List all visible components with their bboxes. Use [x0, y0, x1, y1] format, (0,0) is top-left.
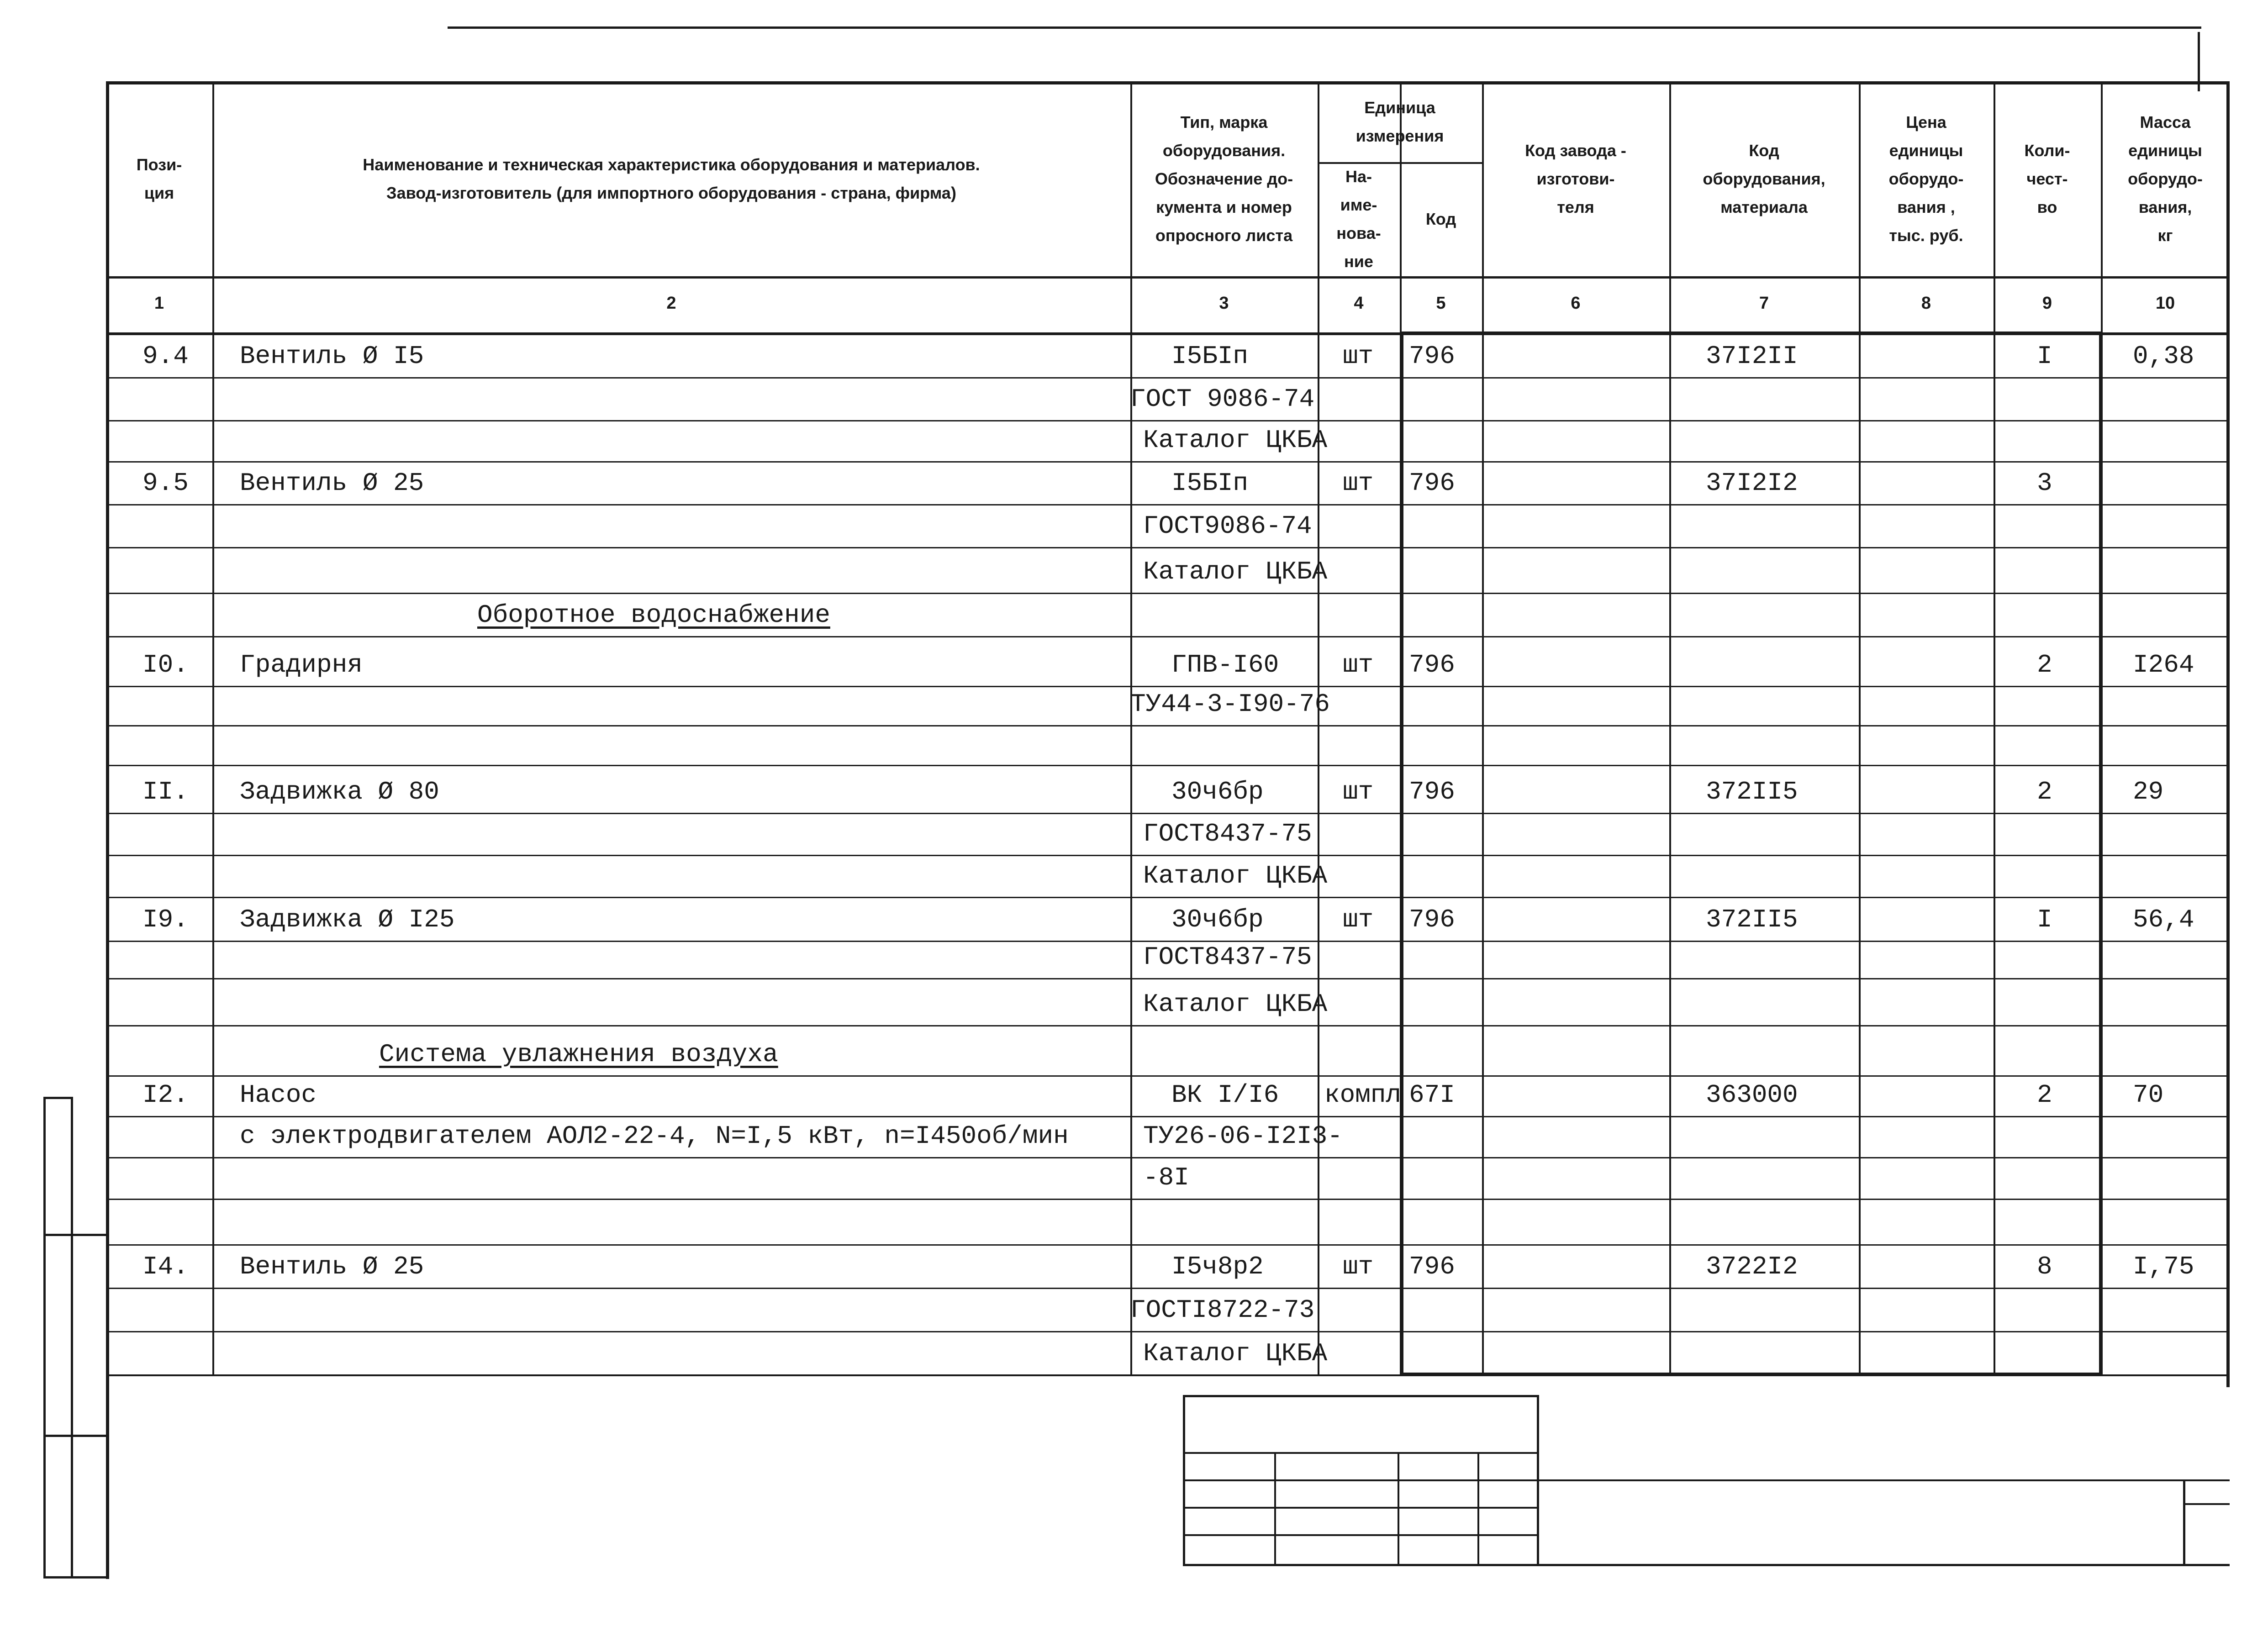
row-name: Насос [240, 1080, 317, 1110]
header-col-factory-code [1482, 81, 1669, 276]
header-unit-group-line: Единица [1364, 98, 1435, 117]
row-name: Задвижка Ø I25 [240, 905, 455, 934]
header-col-name-line: Наименование и техническая характеристика оборудования и материалов. [363, 155, 980, 174]
row-unit-code: 796 [1409, 468, 1455, 498]
row-type: -8I [1143, 1163, 1189, 1192]
header-col-quantity-line: чест- [2026, 169, 2068, 188]
header-col-factory-code-line: изготови- [1536, 169, 1615, 188]
row-mass: I,75 [2133, 1252, 2194, 1281]
row-rule [106, 1025, 2230, 1026]
row-type: ГОСТ 9086-74 [1130, 384, 1315, 414]
row-rule [106, 1288, 2230, 1289]
row-type: ГПВ-I60 [1171, 650, 1279, 679]
row-material-code: 363000 [1706, 1080, 1798, 1110]
row-type: Каталог ЦКБА [1143, 426, 1328, 455]
bold-box-left [1400, 332, 1403, 1374]
row-rule [106, 504, 2230, 505]
header-col-type [1130, 81, 1318, 276]
header-col-unit-name-line: нова- [1336, 224, 1381, 242]
row-rule [106, 855, 2230, 856]
header-col-mass-line: единицы [2128, 141, 2202, 160]
row-type: I5БIп [1171, 342, 1249, 371]
column-number: 8 [1921, 294, 1931, 313]
row-quantity: I [2037, 342, 2052, 371]
row-name: Задвижка Ø 80 [240, 777, 439, 806]
row-name: Градирня [240, 650, 363, 679]
header-col-unit-name [1318, 162, 1400, 276]
header-col-type-line: кумента и номер [1156, 197, 1292, 216]
row-rule [106, 636, 2230, 637]
row-rule [106, 377, 2230, 379]
header-col-material-code-line: Код [1749, 141, 1779, 160]
row-rule [106, 420, 2230, 421]
privyazan-block [1183, 1395, 1539, 1566]
header-col-price-line: тыс. руб. [1889, 226, 1963, 245]
header-col-type-line: оборудования. [1162, 141, 1286, 160]
header-col-mass-line: кг [2157, 226, 2173, 245]
row-name: с электродвигателем АОЛ2-22-4, N=I,5 кВт, n=I450об/мин [240, 1121, 1069, 1151]
row-type: I5ч8р2 [1171, 1252, 1264, 1281]
row-rule [106, 725, 2230, 726]
row-type: I5БIп [1171, 468, 1249, 498]
row-type: ГОСТ8437-75 [1143, 942, 1312, 972]
row-unit-name: компл [1324, 1080, 1402, 1110]
row-material-code: 37I2I2 [1706, 468, 1798, 498]
header-col-type-line: опросного листа [1155, 226, 1293, 245]
row-unit-code: 67I [1409, 1080, 1455, 1110]
row-material-code: 3722I2 [1706, 1252, 1798, 1281]
row-rule [106, 1157, 2230, 1158]
side-stamp [43, 1097, 105, 1579]
header-unit-group-line: измерения [1356, 126, 1444, 145]
row-unit-name: шт [1343, 777, 1374, 806]
row-unit-name: шт [1343, 650, 1374, 679]
row-rule [106, 978, 2230, 979]
row-rule [106, 813, 2230, 814]
header-col-name-line: Завод-изготовитель (для импортного оборудования - страна, фирма) [386, 183, 956, 202]
header-col-unit-code [1400, 162, 1482, 276]
header-col-price-line: вания , [1897, 197, 1955, 216]
header-col-unit-code-line: Код [1425, 210, 1456, 228]
header-col-quantity [1994, 81, 2101, 276]
row-type: ГОСТ8437-75 [1143, 819, 1312, 848]
row-type: ГОСТI8722-73 [1130, 1295, 1315, 1325]
row-position: 9.4 [142, 342, 189, 371]
row-type: Каталог ЦКБА [1143, 989, 1328, 1019]
row-mass: I264 [2133, 650, 2194, 679]
column-number: 1 [154, 294, 164, 313]
row-type: 30ч6бр [1171, 905, 1264, 934]
header-col-name [212, 81, 1130, 276]
row-rule [106, 1075, 2230, 1077]
row-type: ГОСТ9086-74 [1143, 511, 1312, 541]
row-unit-code: 796 [1409, 342, 1455, 371]
row-rule [106, 1244, 2230, 1246]
row-unit-code: 796 [1409, 1252, 1455, 1281]
row-name: Вентиль Ø I5 [240, 342, 424, 371]
row-quantity: 8 [2037, 1252, 2052, 1281]
row-type: ТУ26-06-I2I3- [1143, 1121, 1343, 1151]
row-type: Каталог ЦКБА [1143, 557, 1328, 586]
header-bottom-rule [106, 276, 2230, 279]
header-col-price-line: оборудо- [1888, 169, 1964, 188]
section-heading: Оборотное водоснабжение [477, 600, 830, 630]
row-position: I0. [142, 650, 189, 679]
header-col-factory-code-line: теля [1557, 197, 1594, 216]
column-number: 3 [1219, 294, 1229, 313]
row-rule [106, 1116, 2230, 1117]
row-material-code: 37I2II [1706, 342, 1798, 371]
header-col-material-code-line: материала [1720, 197, 1808, 216]
row-unit-code: 796 [1409, 905, 1455, 934]
header-col-position [106, 81, 212, 276]
row-mass: 70 [2133, 1080, 2164, 1110]
row-rule [106, 461, 2230, 463]
row-position: I4. [142, 1252, 189, 1281]
row-position: I9. [142, 905, 189, 934]
row-material-code: 372II5 [1706, 905, 1798, 934]
row-material-code: 372II5 [1706, 777, 1798, 806]
row-unit-code: 796 [1409, 650, 1455, 679]
row-quantity: 2 [2037, 1080, 2052, 1110]
column-number: 2 [666, 294, 676, 313]
column-number: 5 [1436, 294, 1446, 313]
header-col-type-line: Тип, марка [1180, 112, 1268, 132]
section-heading: Система увлажнения воздуха [379, 1040, 778, 1069]
row-type: ТУ44-3-I90-76 [1130, 689, 1330, 719]
row-unit-name: шт [1343, 905, 1374, 934]
header-col-mass-line: вания, [2138, 197, 2192, 216]
row-position: II. [142, 777, 189, 806]
header-col-price-line: Цена [1906, 112, 1946, 132]
column-number: 6 [1571, 294, 1581, 313]
header-col-price-line: единицы [1889, 141, 1963, 160]
header-col-mass-line: Масса [2140, 112, 2191, 132]
header-col-mass [2101, 81, 2230, 276]
doc-title-block [1539, 1479, 2230, 1566]
header-col-type-line: Обозначение до- [1155, 169, 1293, 188]
header-col-material-code [1669, 81, 1859, 276]
header-col-unit-name-line: име- [1340, 195, 1377, 214]
header-col-price [1859, 81, 1994, 276]
column-number: 7 [1759, 294, 1769, 313]
row-type: 30ч6бр [1171, 777, 1264, 806]
row-position: I2. [142, 1080, 189, 1110]
row-rule [106, 1199, 2230, 1200]
bold-box-top [1400, 332, 2101, 335]
header-col-mass-line: оборудо- [2128, 169, 2203, 188]
column-number: 10 [2155, 294, 2175, 313]
row-unit-code: 796 [1409, 777, 1455, 806]
header-col-position-line: Пози- [136, 155, 182, 174]
header-unit-group [1318, 81, 1482, 162]
header-col-unit-name-line: ние [1344, 252, 1373, 271]
row-quantity: I [2037, 905, 2052, 934]
row-mass: 56,4 [2133, 905, 2194, 934]
row-rule [106, 547, 2230, 548]
header-col-unit-name-line: На- [1345, 167, 1372, 186]
header-col-factory-code-line: Код завода - [1525, 141, 1626, 160]
column-number: 4 [1354, 294, 1364, 313]
row-type: Каталог ЦКБА [1143, 861, 1328, 890]
row-rule [106, 686, 2230, 687]
row-unit-name: шт [1343, 468, 1374, 498]
row-name: Вентиль Ø 25 [240, 1252, 424, 1281]
row-mass: 29 [2133, 777, 2164, 806]
column-number: 9 [2042, 294, 2052, 313]
header-col-quantity-line: во [2037, 197, 2057, 216]
row-quantity: 2 [2037, 650, 2052, 679]
row-unit-name: шт [1343, 342, 1374, 371]
header-col-position-line: ция [144, 183, 174, 202]
row-position: 9.5 [142, 468, 189, 498]
bold-box-right [2099, 332, 2103, 1374]
row-quantity: 3 [2037, 468, 2052, 498]
row-rule [106, 765, 2230, 766]
bold-box-bottom [1400, 1373, 2101, 1376]
row-quantity: 2 [2037, 777, 2052, 806]
row-unit-name: шт [1343, 1252, 1374, 1281]
row-name: Вентиль Ø 25 [240, 468, 424, 498]
header-col-material-code-line: оборудования, [1703, 169, 1825, 188]
row-rule [106, 941, 2230, 942]
row-rule [106, 897, 2230, 898]
row-mass: 0,38 [2133, 342, 2194, 371]
row-type: Каталог ЦКБА [1143, 1339, 1328, 1368]
row-type: ВК I/I6 [1171, 1080, 1279, 1110]
row-rule [106, 593, 2230, 594]
row-rule [106, 1331, 2230, 1332]
header-col-quantity-line: Коли- [2024, 141, 2070, 160]
